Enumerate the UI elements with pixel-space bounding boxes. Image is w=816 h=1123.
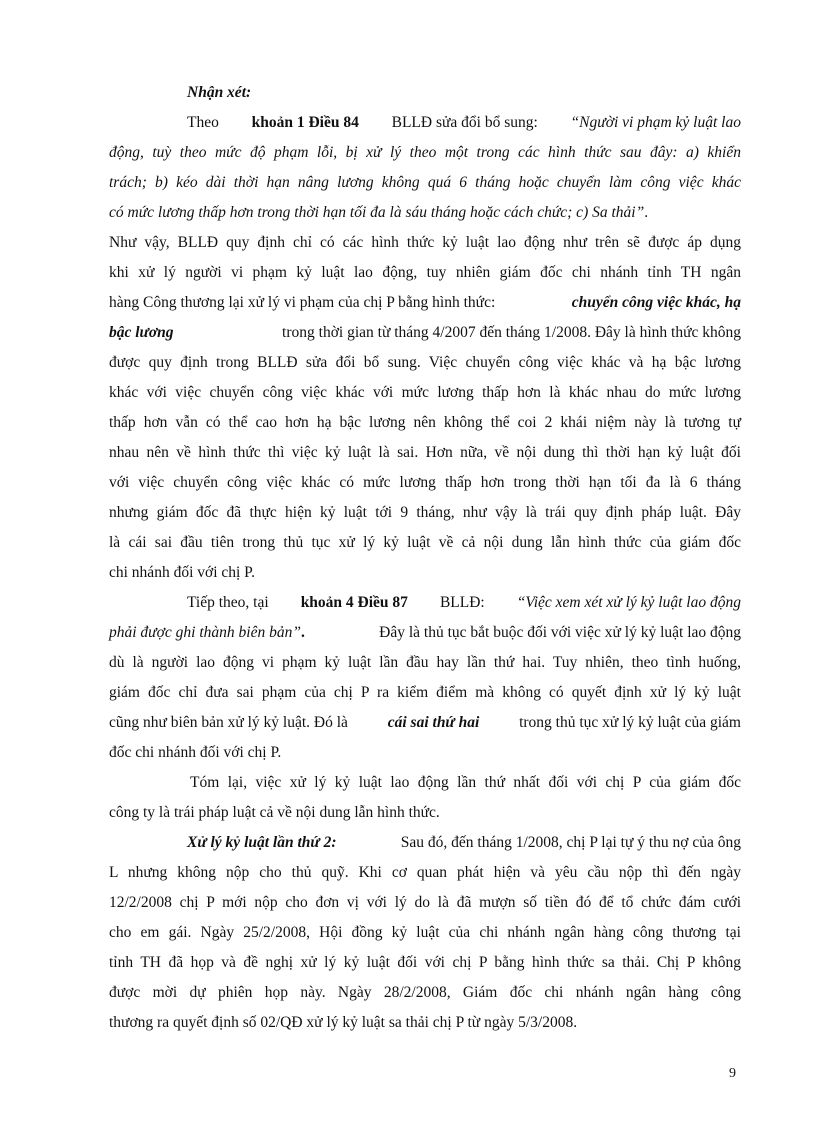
text-line: khi xử lý người vi phạm kỷ luật lao động, tuy nhiên giám đốc chi nhánh tỉnh TH ngân [109,264,741,281]
text-line: L nhưng không nộp cho thủ quỹ. Khi cơ quan phát hiện và yêu cầu nộp thì đến ngày [109,864,741,881]
text-line: tỉnh TH đã họp và đề nghị xử lý kỷ luật đối với chị P bằng hình thức sa thải. Chị P không [109,954,741,971]
text-line: bậc lương trong thời gian từ tháng 4/2007 đến tháng 1/2008. Đây là hình thức không [109,324,741,341]
text-line: thấp hơn vẫn có thể cao hơn hạ bậc lương nên không thể coi 2 khái niệm này là tương tự [109,414,741,431]
emphasis: bậc lương [109,324,174,341]
text-line: hàng Công thương lại xử lý vi phạm của chị P bằng hình thức: chuyển công việc khác, hạ [109,294,741,311]
text-line: là cái sai đầu tiên trong thủ tục xử lý kỷ luật về cả nội dung lẫn hình thức của giám đốc [109,534,741,551]
text-line: động, tuỳ theo mức độ phạm lỗi, bị xử lý theo một trong các hình thức sau đây: a) khiển [109,144,741,161]
text-line: với việc chuyển công việc khác có mức lương thấp hơn trong thời hạn tối đa là 6 tháng [109,474,741,491]
law-reference: khoản 4 Điều 87 [300,594,408,611]
text-line: phải được ghi thành biên bản”. Đây là thủ tục bắt buộc đối với việc xử lý kỷ luật lao động [109,624,741,641]
text-line: cũng như biên bản xử lý kỷ luật. Đó là cái sai thứ hai trong thủ tục xử lý kỷ luật của giám [109,714,741,731]
text-line: được mời dự phiên họp này. Ngày 28/2/2008, Giám đốc chi nhánh ngân hàng công [109,984,741,1001]
text-line: đốc chi nhánh đối với chị P. [109,744,282,761]
text-line: nhưng giám đốc đã thực hiện kỷ luật tới 9 tháng, như vậy là trái quy định pháp luật. Đây [109,504,741,521]
text-line: thương ra quyết định số 02/QĐ xử lý kỷ luật sa thải chị P từ ngày 5/3/2008. [109,1014,578,1031]
text-line: nhau nên về hình thức thì việc kỷ luật là sai. Hơn nữa, về nội dung thì thời hạn kỷ luật đối [109,444,741,461]
text-line: Như vậy, BLLĐ quy định chỉ có các hình thức kỷ luật lao động như trên sẽ được áp dụng [109,234,741,251]
law-reference: khoản 1 Điều 84 [251,114,359,131]
text-line: dù là người lao động vi phạm kỷ luật lần đầu hay lần thứ hai. Tuy nhiên, theo tình huống, [109,654,741,671]
page-number: 9 [729,1066,736,1081]
text-line: giám đốc chỉ đưa sai phạm của chị P ra kiểm điểm mà không có quyết định xử lý kỷ luật [109,684,741,701]
law-quote: “Người vi phạm kỷ luật lao [570,114,741,131]
text-line: khác với việc chuyển công việc khác với mức lương thấp hơn là khác nhau do mức lương [109,384,741,401]
text-line: Xử lý kỷ luật lần thứ 2: Sau đó, đến tháng 1/2008, chị P lại tự ý thu nợ của ông [187,834,741,851]
text-line: cho em gái. Ngày 25/2/2008, Hội đồng kỷ luật của chi nhánh ngân hàng công thương tại [109,924,741,941]
text-line: có mức lương thấp hơn trong thời hạn tối đa là sáu tháng hoặc cách chức; c) Sa thải”. [109,204,649,221]
text-line: chi nhánh đối với chị P. [109,564,255,581]
text-line: 12/2/2008 chị P mới nộp cho đơn vị với lý do là đã mượn số tiền đó để tổ chức đám cưới [109,894,741,911]
text-line: công ty là trái pháp luật cả về nội dung lẫn hình thức. [109,804,440,821]
text-line: Theo khoản 1 Điều 84 BLLĐ sửa đổi bổ sung: “Người vi phạm kỷ luật lao [187,114,741,131]
section-heading: Nhận xét: [187,84,252,101]
text-line: được quy định trong BLLĐ sửa đổi bổ sung. Việc chuyển công việc khác và hạ bậc lương [109,354,741,371]
law-quote: “Việc xem xét xử lý kỷ luật lao động [516,594,741,611]
text-line: Tóm lại, việc xử lý kỷ luật lao động lần thứ nhất đối với chị P của giám đốc [190,774,741,791]
emphasis: chuyển công việc khác, hạ [571,294,741,311]
emphasis: Xử lý kỷ luật lần thứ 2: [187,834,337,851]
emphasis: cái sai thứ hai [387,714,480,731]
text-line: Tiếp theo, tại khoản 4 Điều 87 BLLĐ: “Việc xem xét xử lý kỷ luật lao động [187,594,741,611]
text-line: trách; b) kéo dài thời hạn nâng lương không quá 6 tháng hoặc chuyển làm công việc khác [109,174,741,191]
